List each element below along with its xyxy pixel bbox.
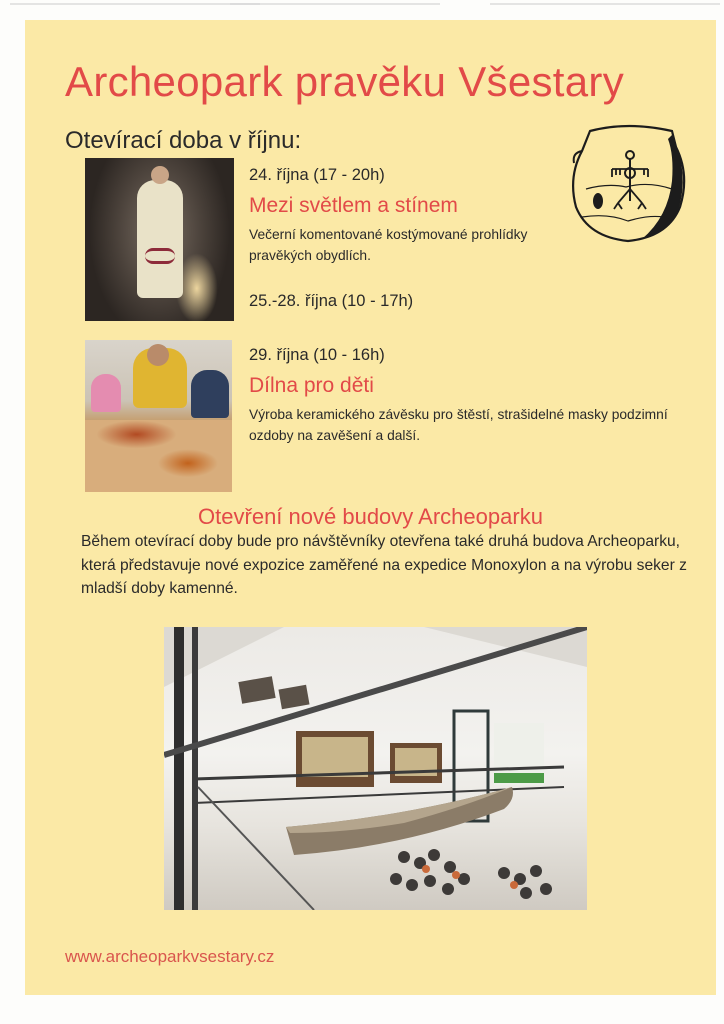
photo-boy — [191, 370, 229, 418]
prehistoric-vessel-icon — [568, 117, 690, 245]
children-workshop-photo — [85, 340, 232, 492]
photo-girl — [91, 374, 121, 412]
event-date: 24. října (17 - 20h) — [249, 166, 385, 184]
website-link[interactable]: www.archeoparkvsestary.cz — [65, 947, 275, 966]
event-title: Mezi světlem a stínem — [249, 194, 458, 217]
event-date: 25.-28. října (10 - 17h) — [249, 292, 414, 310]
photo-adult — [133, 348, 187, 408]
scan-artifact — [490, 3, 720, 5]
poster-title: Archeopark pravěku Všestary — [65, 58, 625, 105]
costumed-guide-photo — [85, 158, 234, 321]
section-title: Otevření nové budovy Archeoparku — [198, 504, 543, 529]
scan-artifact — [230, 3, 440, 5]
opening-hours-heading: Otevírací doba v říjnu: — [65, 127, 302, 154]
costumed-figure — [137, 180, 183, 298]
poster — [25, 20, 716, 995]
event-title: Dílna pro děti — [249, 374, 374, 397]
photo-table — [85, 420, 232, 492]
section-body: Během otevírací doby bude pro návštěvníky otevřena také druhá budova Archeoparku, která představuje nové expozice zaměřené na expedice Monoxylon a na výrobu seker z mladší doby kamenné. — [81, 533, 687, 597]
event-description: Večerní komentované kostýmované prohlídky pravěkých obydlích. — [249, 227, 528, 263]
event-description: Výroba keramického závěsku pro štěstí, strašidelné masky podzimní ozdoby na zavěšení a další. — [249, 407, 668, 443]
scan-artifact — [10, 3, 260, 5]
museum-hall-photo — [164, 627, 587, 910]
event-date: 29. října (10 - 16h) — [249, 346, 385, 364]
